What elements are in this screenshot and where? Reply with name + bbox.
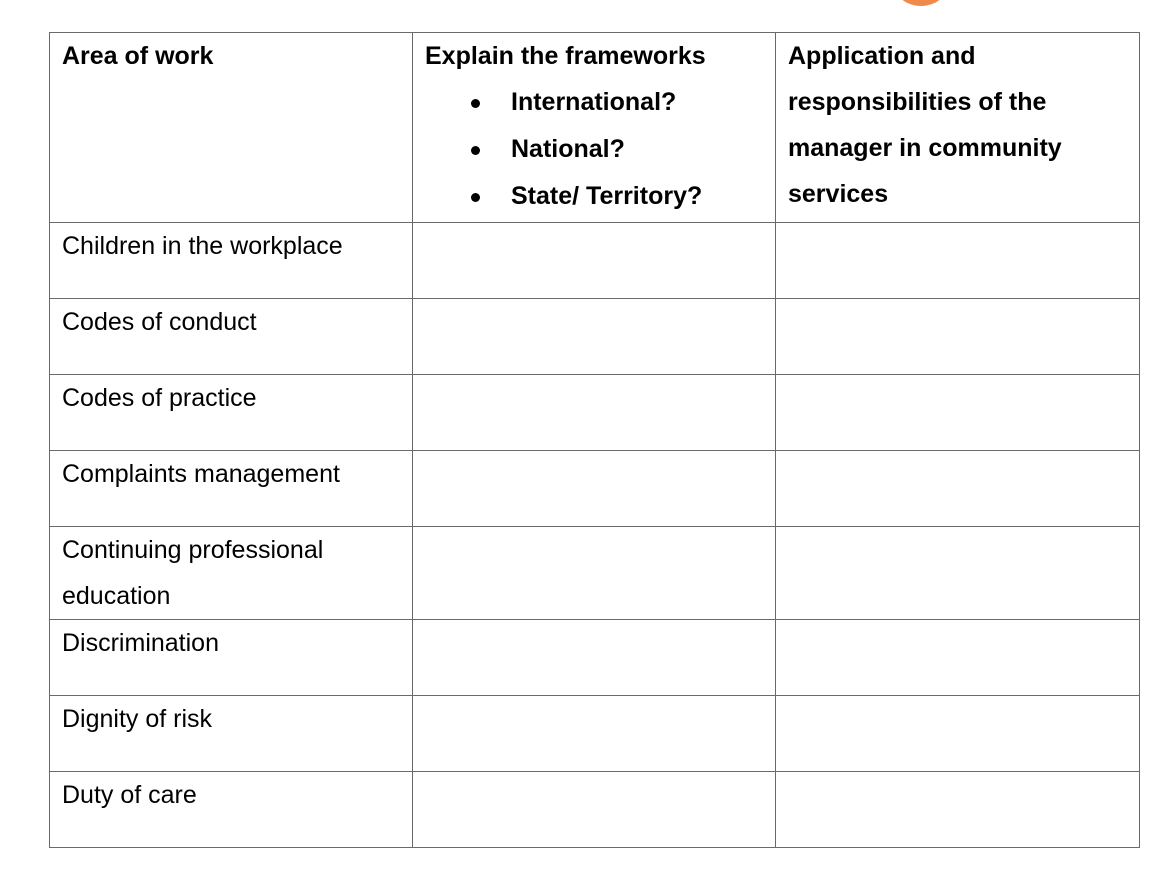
table-row <box>50 772 1140 848</box>
frameworks-cell[interactable] <box>413 223 776 299</box>
orange-logo-fragment <box>893 0 949 6</box>
application-cell[interactable] <box>776 620 1140 696</box>
table-row <box>50 527 1140 620</box>
area-cell: Continuing professional education <box>50 527 413 620</box>
frameworks-cell[interactable] <box>413 375 776 451</box>
application-cell[interactable] <box>776 299 1140 375</box>
frameworks-table <box>49 32 1140 848</box>
application-cell[interactable] <box>776 696 1140 772</box>
table-header-row <box>50 33 1140 223</box>
application-cell[interactable] <box>776 451 1140 527</box>
framework-level-international: International? <box>425 79 763 126</box>
frameworks-cell[interactable] <box>413 527 776 620</box>
area-cell: Codes of conduct <box>50 299 413 375</box>
framework-level-national: National? <box>425 126 763 173</box>
application-cell[interactable] <box>776 527 1140 620</box>
table-row <box>50 223 1140 299</box>
area-cell: Children in the workplace <box>50 223 413 299</box>
header-frameworks-title: Explain the frameworks <box>425 42 706 70</box>
application-cell[interactable] <box>776 772 1140 848</box>
area-cell: Discrimination <box>50 620 413 696</box>
application-cell[interactable] <box>776 375 1140 451</box>
area-cell: Dignity of risk <box>50 696 413 772</box>
area-cell: Complaints management <box>50 451 413 527</box>
area-cell: Codes of practice <box>50 375 413 451</box>
frameworks-cell[interactable] <box>413 451 776 527</box>
table-row <box>50 620 1140 696</box>
bullet-icon <box>471 99 480 108</box>
area-cell: Duty of care <box>50 772 413 848</box>
bullet-icon <box>471 146 480 155</box>
table-row <box>50 375 1140 451</box>
header-explain-frameworks <box>413 33 776 223</box>
table-row <box>50 696 1140 772</box>
table-row <box>50 451 1140 527</box>
application-cell[interactable] <box>776 223 1140 299</box>
framework-level-state-territory: State/ Territory? <box>425 173 763 220</box>
bullet-icon <box>471 193 480 202</box>
frameworks-cell[interactable] <box>413 620 776 696</box>
frameworks-cell[interactable] <box>413 299 776 375</box>
header-area-of-work: Area of work <box>50 33 413 223</box>
table-row <box>50 299 1140 375</box>
header-application-responsibilities: Application and responsibilities of the manager in community services <box>776 33 1140 223</box>
framework-levels-list <box>425 79 763 220</box>
frameworks-cell[interactable] <box>413 696 776 772</box>
frameworks-cell[interactable] <box>413 772 776 848</box>
